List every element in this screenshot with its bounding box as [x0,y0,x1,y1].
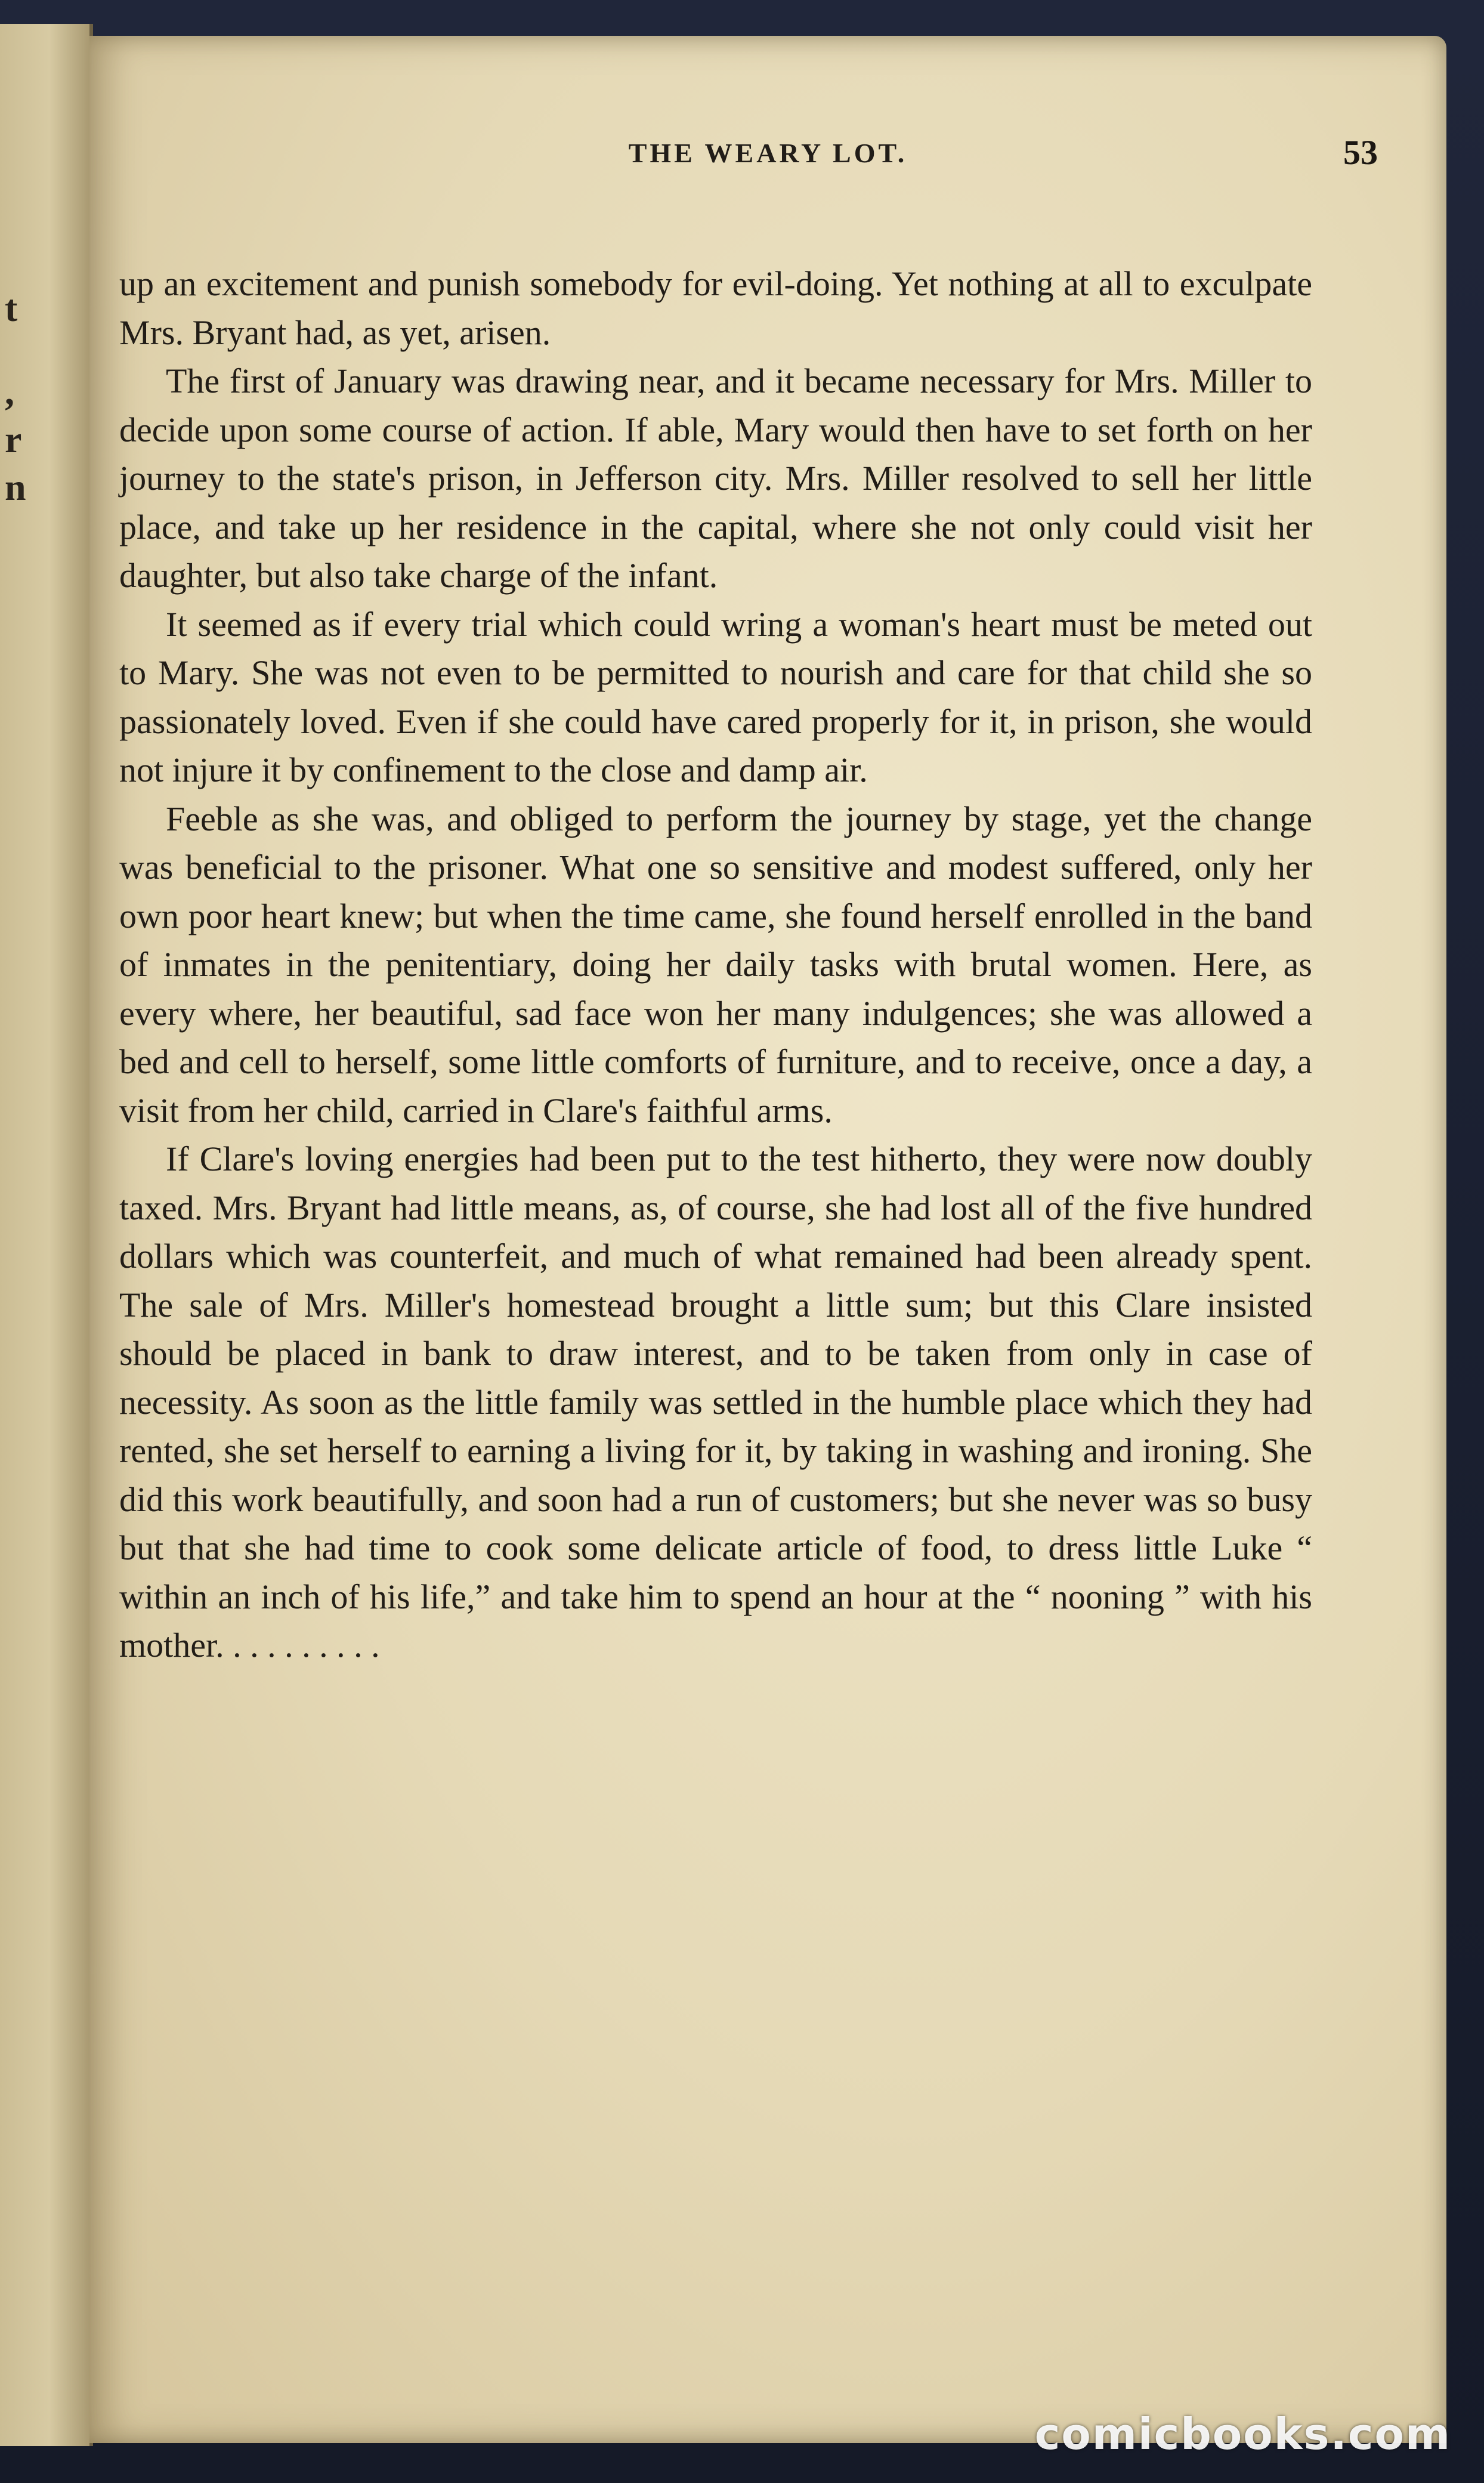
paragraph: The first of January was drawing near, and it became necessary for Mrs. Miller to decide upon some course of action. If able, Mary would then have to set forth on her journey to the state's prison, in Jefferson city. Mrs. Miller resolved to sell her little place, and take up her residence in the capital, where she not only could visit her daughter, but also take charge of the infant. [119,362,1312,595]
previous-page-fragment: t [5,287,18,329]
paragraph: It seemed as if every trial which could wring a woman's heart must be meted out to Mary. She was not even to be permitted to nourish and care for that child she so passionately loved. Even if she could have cared properly for it, in prison, she would not injure it by confinement to the close and damp air. [119,604,1312,789]
watermark: comicbooks.com [1034,2409,1451,2459]
running-title: THE WEARY LOT. [628,138,908,168]
page-header [89,133,1446,185]
paragraph: up an excitement and punish somebody for evil-doing. Yet nothing at all to exculpate Mrs. Bryant had, as yet, arisen. [119,264,1312,352]
page-number: 53 [1343,133,1378,172]
previous-page-fragment: n [5,466,26,508]
paragraph: Feeble as she was, and obliged to perform the journey by stage, yet the change was beneficial to the prisoner. What one so sensitive and modest suffered, only her own poor heart knew; but when the time came, she found herself enrolled in the band of inmates in the penitentiary, doing her daily tasks with brutal women. Here, as every where, her beautiful, sad face won her many indulgences; she was allowed a bed and cell to herself, some little comforts of furniture, and to receive, once a day, a visit from her child, carried in Clare's faithful arms. [119,799,1312,1130]
book-page [89,36,1446,2443]
body-text [119,260,1312,1670]
previous-page-edge [0,24,93,2446]
previous-page-fragment: , [5,370,14,413]
paragraph: If Clare's loving energies had been put to the test hitherto, they were now doubly taxed. Mrs. Bryant had little means, as, of course, she had lost all of the five hundred dollars which was counterfeit, and much of what remained had been already spent. The sale of Mrs. Miller's homestead brought a little sum; but this Clare insisted should be placed in bank to draw interest, and to be taken from only in case of necessity. As soon as the little family was settled in the humble place which they had rented, she set herself to earning a living for it, by taking in washing and ironing. She did this work beautifully, and soon had a run of customers; but she never was so busy but that she had time to cook some delicate article of food, to dress little Luke “ within an inch of his life,” and take him to spend an hour at the “ nooning ” with his mother. . . . . . . . . . [119,1139,1312,1664]
previous-page-fragment: r [5,418,22,461]
